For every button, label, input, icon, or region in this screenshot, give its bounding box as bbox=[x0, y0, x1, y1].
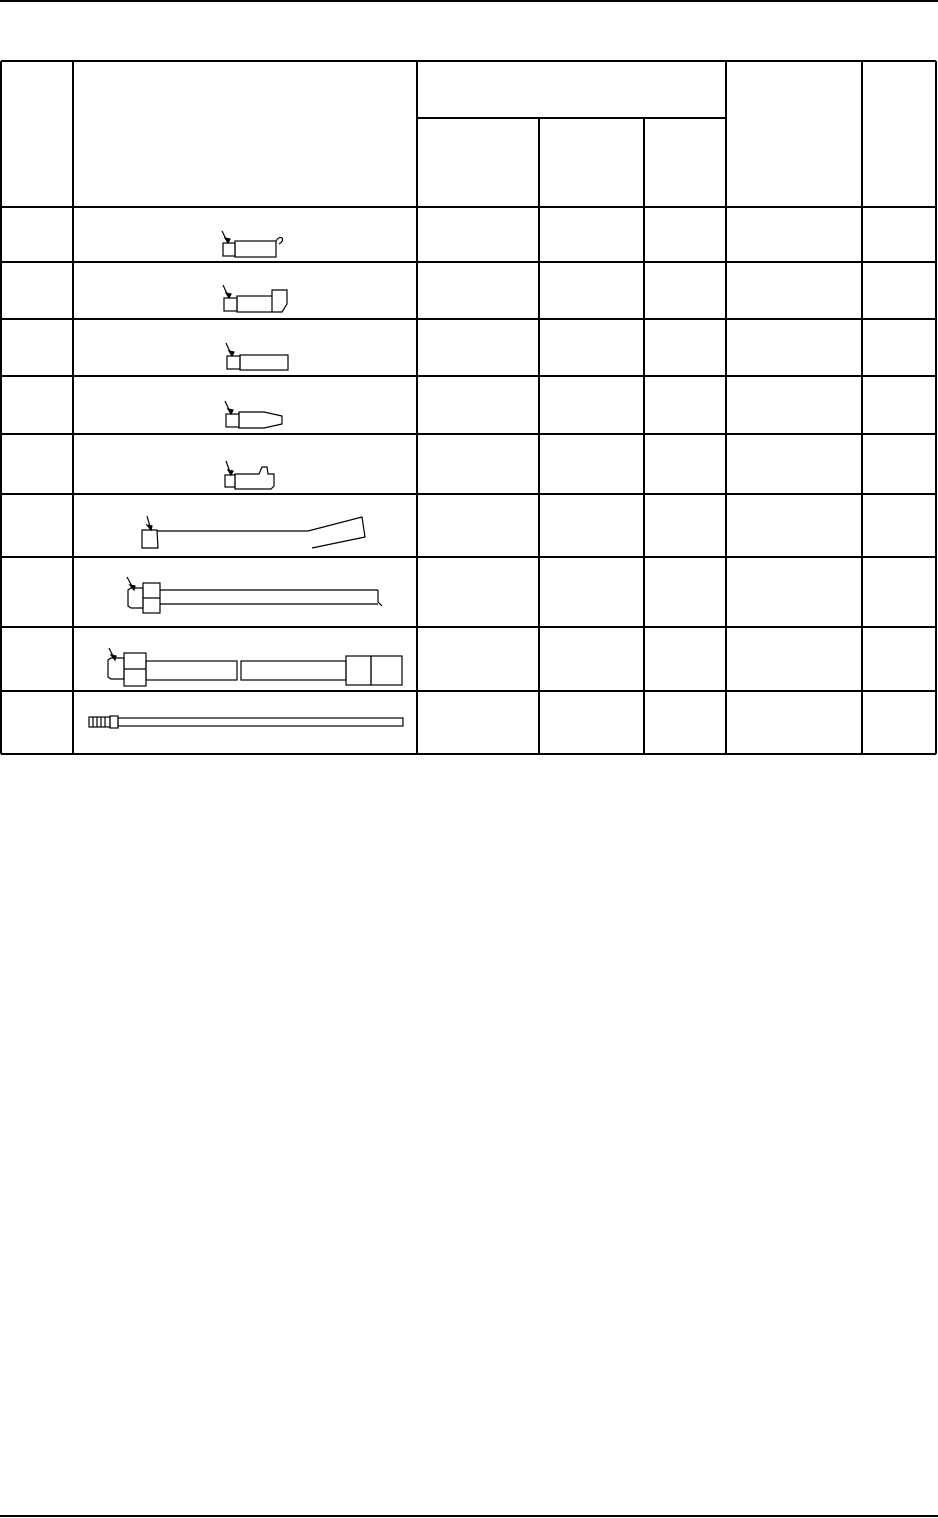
tip-straight-icon bbox=[226, 343, 288, 370]
long-extension-nut-icon bbox=[127, 577, 382, 613]
threaded-rod-icon bbox=[89, 716, 403, 728]
tip-hook-icon bbox=[222, 231, 283, 257]
table-grid bbox=[1, 61, 936, 754]
extension-sleeve-icon bbox=[108, 648, 402, 686]
footer-rule bbox=[0, 1515, 938, 1517]
bent-extension-icon bbox=[142, 516, 365, 548]
tip-tapered-icon bbox=[225, 401, 282, 428]
tip-notched-icon bbox=[225, 461, 274, 489]
tip-bent-icon bbox=[223, 285, 287, 312]
